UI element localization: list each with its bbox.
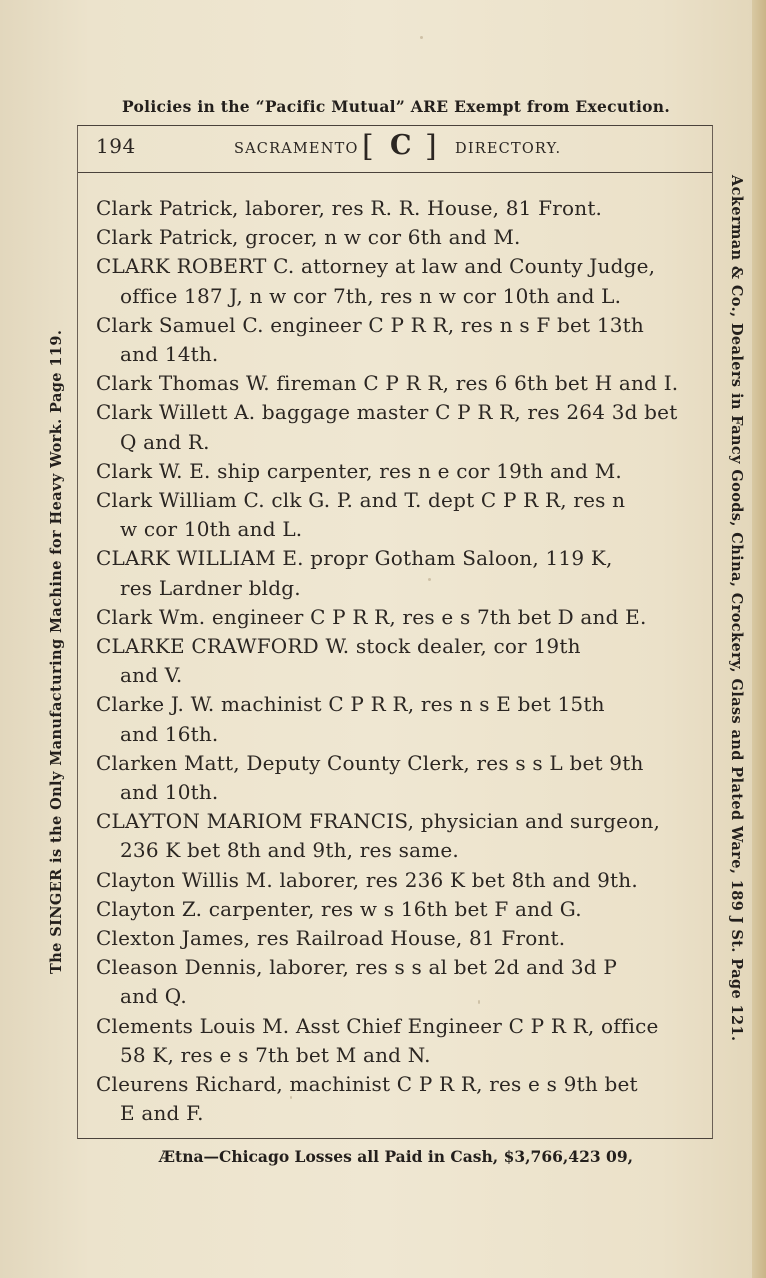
directory-entries (96, 194, 700, 1129)
list-item (96, 953, 700, 1011)
entry-line: Clark William C. clk G. P. and T. dept C P R R, res n (96, 488, 626, 513)
list-item (96, 252, 700, 310)
entry-continuation: office 187 J, n w cor 7th, res n w cor 10th and L. (120, 283, 622, 308)
entry-continuation: res Lardner bldg. (120, 575, 301, 600)
entry-continuation: and 14th. (120, 342, 219, 367)
entry-continuation: and Q. (120, 984, 187, 1009)
right-margin-advertisement: Ackerman & Co., Dealers in Fancy Goods, China, Crockery, Glass and Plated Ware, 189 J St. Page 121. (728, 175, 745, 1042)
top-advertisement-banner: Policies in the “Pacific Mutual” ARE Exempt from Execution. (121, 97, 671, 116)
section-letter: C (390, 130, 412, 161)
entry-line: Clark Patrick, grocer, n w cor 6th and M. (96, 225, 521, 250)
page-edge (752, 0, 766, 1278)
directory-page-frame (77, 125, 713, 1139)
city-name: SACRAMENTO (234, 141, 359, 157)
list-item (96, 632, 700, 690)
entry-line: Clark W. E. ship carpenter, res n e cor 19th and M. (96, 458, 622, 483)
left-margin-advertisement: The SINGER is the Only Manufacturing Machine for Heavy Work. Page 119. (48, 329, 65, 974)
list-item (96, 311, 700, 369)
entry-line: Clarken Matt, Deputy County Clerk, res s s L bet 9th (96, 750, 644, 775)
entry-line: CLAYTON MARIOM FRANCIS, physician and surgeon, (96, 809, 661, 834)
entry-line: Clark Thomas W. fireman C P R R, res 6 6th bet H and I. (96, 371, 679, 396)
list-item (96, 895, 700, 924)
entry-line: Clark Patrick, laborer, res R. R. House, 81 Front. (96, 196, 603, 220)
bracket-right: ] (425, 129, 437, 164)
entry-continuation: E and F. (120, 1101, 204, 1126)
entry-line: Clark Samuel C. engineer C P R R, res n s F bet 13th (96, 312, 644, 337)
page-header (78, 126, 712, 173)
list-item (96, 690, 700, 748)
list-item (96, 924, 700, 953)
list-item (96, 223, 700, 252)
entry-continuation: w cor 10th and L. (120, 517, 303, 542)
entry-continuation: 236 K bet 8th and 9th, res same. (120, 838, 459, 863)
list-item (96, 1070, 700, 1128)
list-item (96, 369, 700, 398)
entry-line: Clements Louis M. Asst Chief Engineer C P R R, office (96, 1013, 659, 1038)
list-item (96, 544, 700, 602)
entry-line: Cleurens Richard, machinist C P R R, res e s 9th bet (96, 1072, 638, 1097)
entry-line: Clark Wm. engineer C P R R, res e s 7th bet D and E. (96, 604, 647, 629)
paper-speck (420, 36, 423, 39)
entry-line: CLARK ROBERT C. attorney at law and County Judge, (96, 254, 656, 279)
list-item (96, 486, 700, 544)
list-item (96, 807, 700, 865)
entry-continuation: and 10th. (120, 780, 219, 805)
entry-line: Clayton Z. carpenter, res w s 16th bet F and G. (96, 896, 582, 921)
list-item (96, 457, 700, 486)
entry-line: Clarke J. W. machinist C P R R, res n s E bet 15th (96, 692, 605, 717)
entry-continuation: 58 K, res e s 7th bet M and N. (120, 1042, 431, 1067)
list-item (96, 866, 700, 895)
entry-line: CLARK WILLIAM E. propr Gotham Saloon, 119 K, (96, 546, 613, 571)
list-item (96, 749, 700, 807)
directory-label: DIRECTORY. (455, 141, 562, 157)
entry-continuation: Q and R. (120, 429, 210, 454)
bottom-advertisement-banner: Ætna—Chicago Losses all Paid in Cash, $3,766,423 09, (159, 1147, 633, 1166)
entry-line: Clark Willett A. baggage master C P R R, res 264 3d bet (96, 400, 678, 425)
entry-line: Clexton James, res Railroad House, 81 Front. (96, 926, 566, 951)
entry-continuation: and V. (120, 663, 183, 688)
list-item (96, 194, 700, 223)
entry-line: Cleason Dennis, laborer, res s s al bet 2d and 3d P (96, 955, 618, 980)
entry-line: Clayton Willis M. laborer, res 236 K bet 8th and 9th. (96, 867, 638, 892)
entry-line: CLARKE CRAWFORD W. stock dealer, cor 19th (96, 634, 581, 659)
page-number: 194 (96, 134, 136, 158)
list-item (96, 1012, 700, 1070)
list-item (96, 603, 700, 632)
list-item (96, 398, 700, 456)
entry-continuation: and 16th. (120, 721, 219, 746)
bracket-left: [ (362, 129, 374, 164)
